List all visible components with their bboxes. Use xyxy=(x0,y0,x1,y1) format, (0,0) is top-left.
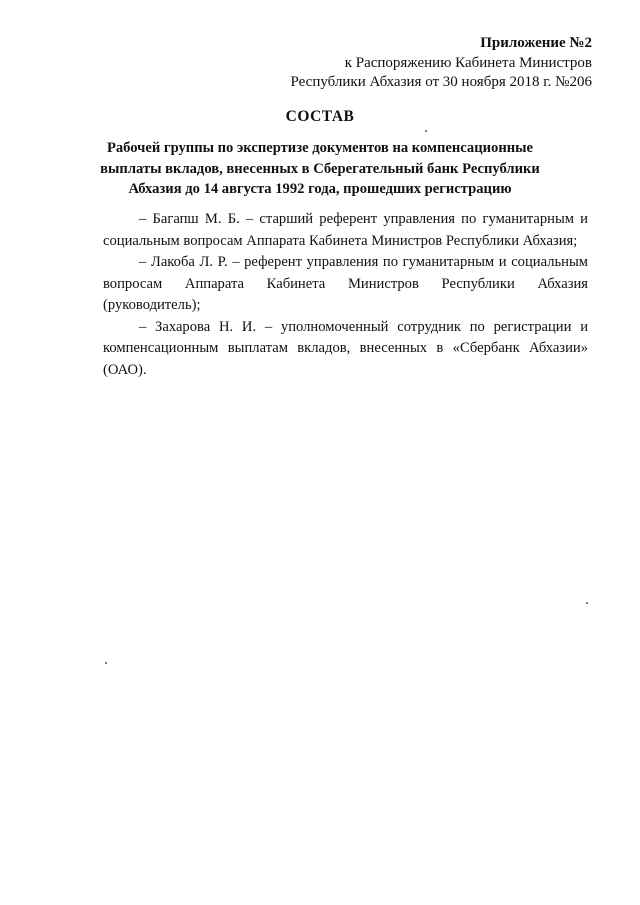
scan-speck xyxy=(586,602,588,604)
appendix-title: Приложение №2 xyxy=(480,35,592,51)
scan-speck xyxy=(425,130,427,132)
appendix-line-2: Республики Абхазия от 30 ноября 2018 г. №206 xyxy=(290,74,592,90)
scan-speck xyxy=(105,662,107,664)
appendix-line-1: к Распоряжению Кабинета Министров xyxy=(344,54,592,71)
document-subtitle: Рабочей группы по экспертизе документов на компенсационные выплаты вкладов, внесенных в Сберегательный банк Республики Абхазия до 14 августа 1992 года, прошедших регистрацию xyxy=(100,140,540,197)
appendix-header xyxy=(252,34,592,93)
member-entry: – Захарова Н. И. – уполномоченный сотрудник по регистрации и компенсационным выплатам вкладов, внесенных в «Сбербанк Абхазии» (ОАО). xyxy=(103,318,588,378)
document-title: СОСТАВ xyxy=(285,108,355,125)
member-entry: – Багапш М. Б. – старший референт управления по гуманитарным и социальным вопросам Аппарата Кабинета Министров Республики Абхазия; xyxy=(103,211,588,249)
members-list xyxy=(103,209,588,381)
member-entry: – Лакоба Л. Р. – референт управления по гуманитарным и социальным вопросам Аппарата Кабинета Министров Республики Абхазия (руководитель); xyxy=(103,254,588,313)
